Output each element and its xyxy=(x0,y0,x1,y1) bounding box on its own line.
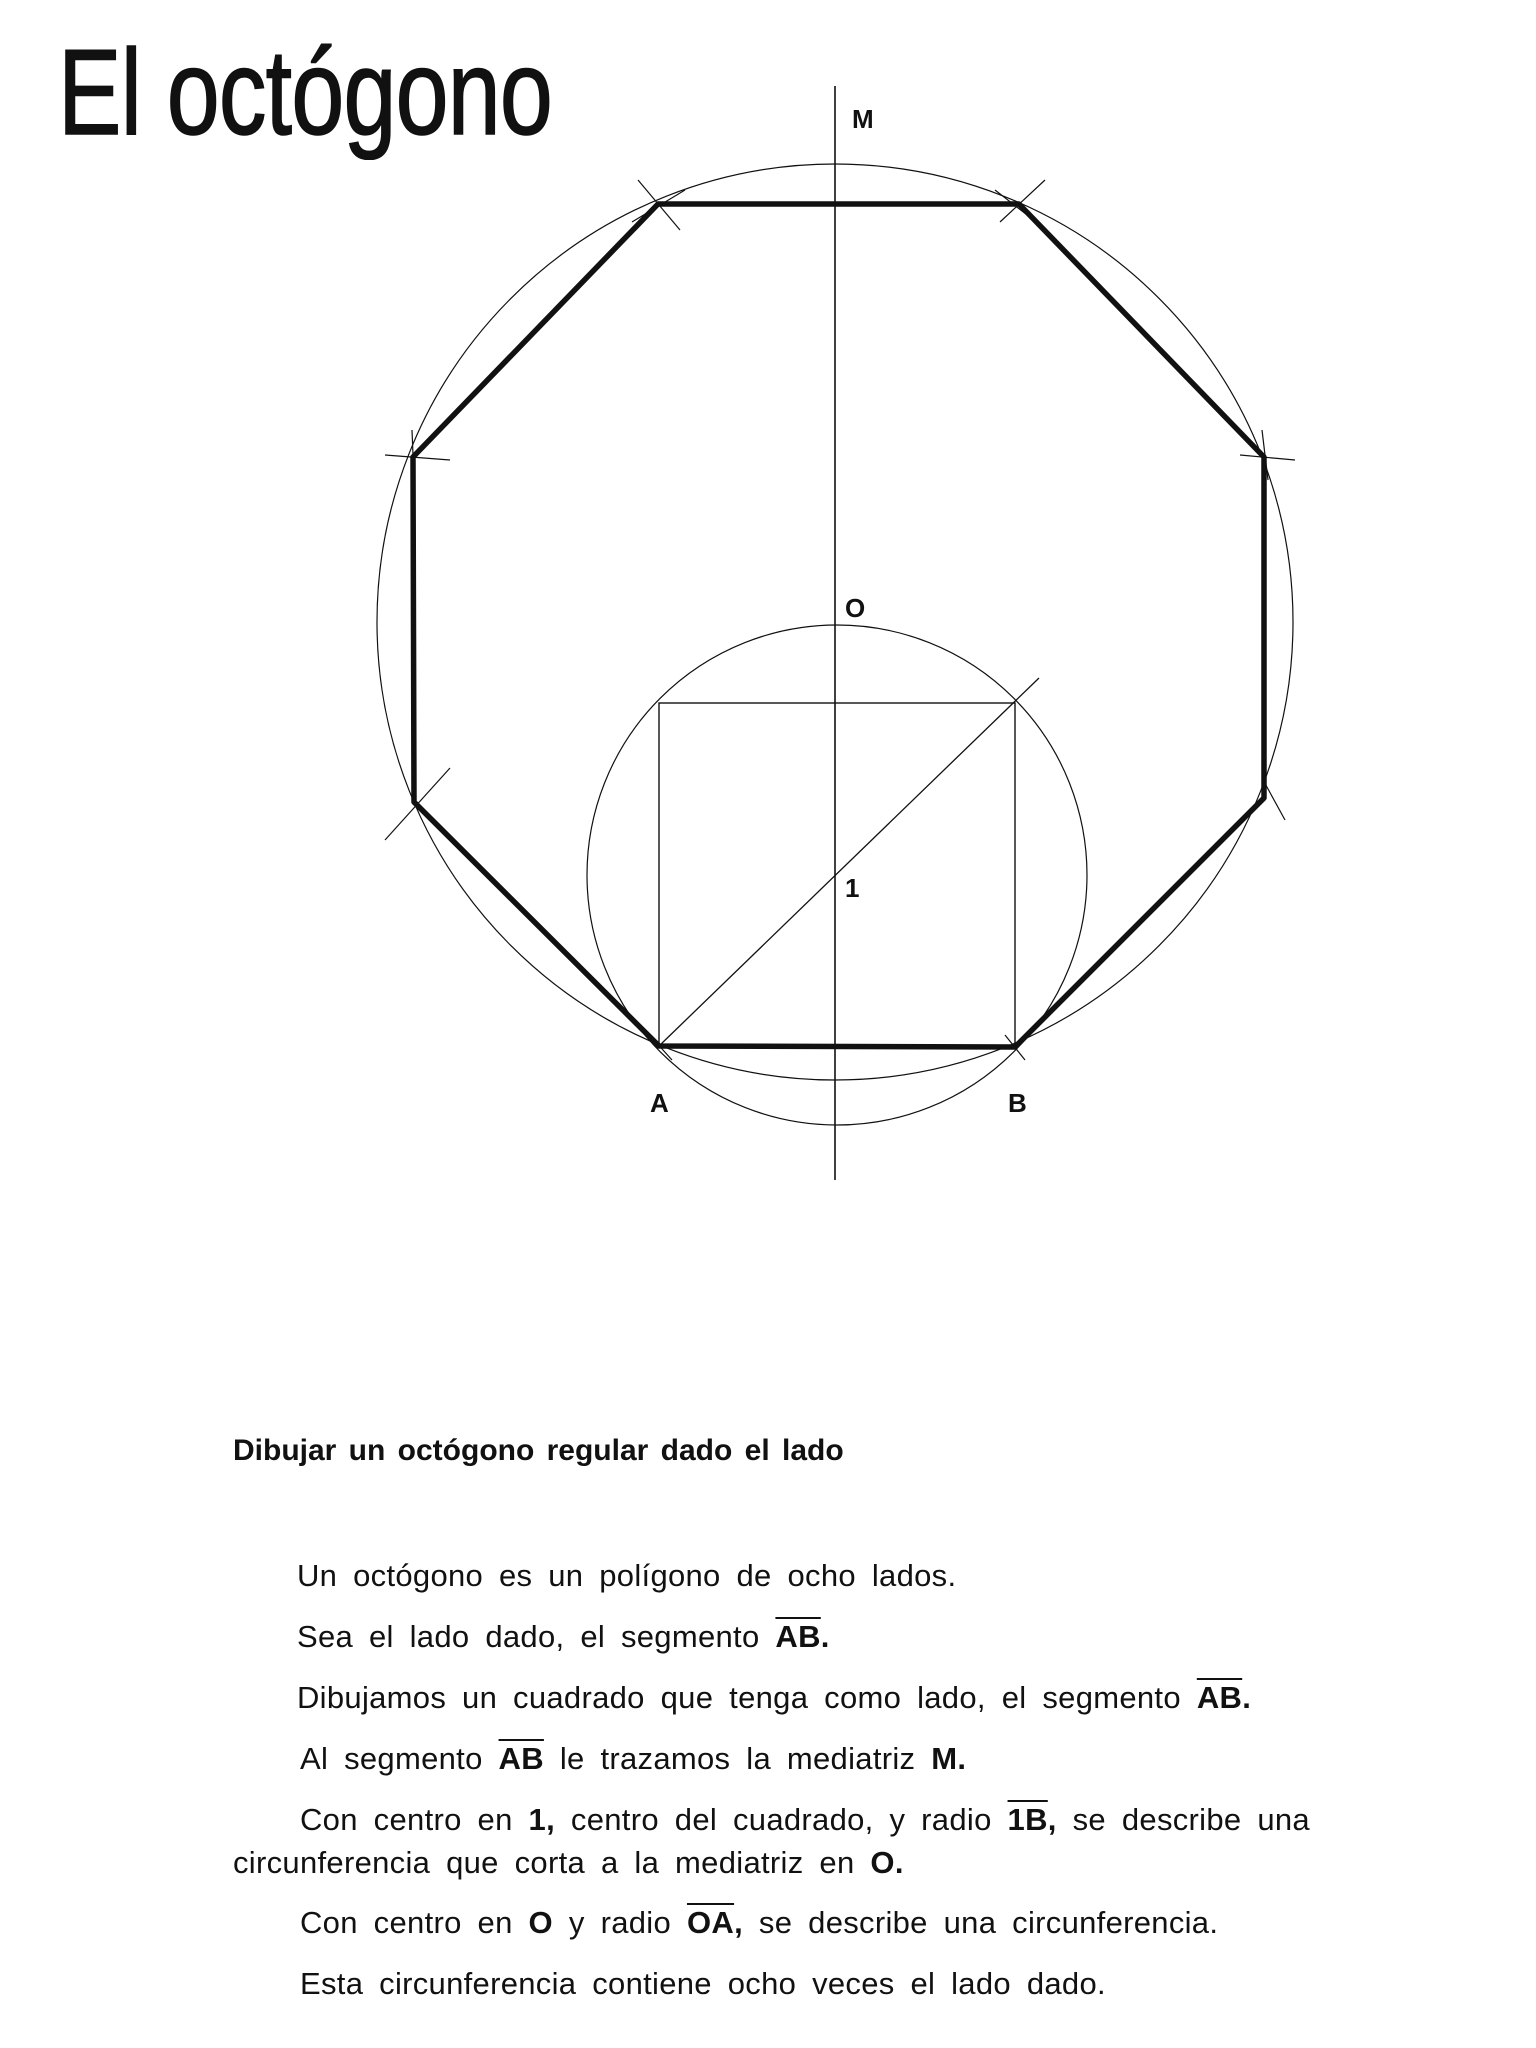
text: Al segmento xyxy=(300,1741,499,1776)
text: y radio xyxy=(552,1905,687,1940)
text: Dibujamos un cuadrado que tenga como lado, el segmento xyxy=(297,1680,1197,1715)
text: se describe una xyxy=(1056,1802,1310,1837)
paragraph-1 xyxy=(297,1558,956,1594)
label-A: A xyxy=(650,1088,669,1118)
label-M: M xyxy=(852,104,874,134)
label-B: B xyxy=(1008,1088,1027,1118)
text: circunferencia que corta a la mediatriz en xyxy=(233,1845,871,1880)
text: , xyxy=(1047,1802,1057,1837)
paragraph-4 xyxy=(300,1741,966,1777)
text: Esta circunferencia contiene ocho veces el lado dado. xyxy=(300,1966,1106,2001)
text: le trazamos la mediatriz xyxy=(543,1741,932,1776)
text: Con centro en xyxy=(300,1802,529,1837)
paragraph-6 xyxy=(300,1905,1218,1941)
text: Sea el lado dado, el segmento xyxy=(297,1619,776,1654)
text: . xyxy=(820,1619,830,1654)
text: se describe una circunferencia. xyxy=(742,1905,1219,1940)
segment-1B: 1B xyxy=(1007,1802,1048,1837)
text: Un octógono es un polígono de ocho lados. xyxy=(297,1558,957,1593)
paragraph-2 xyxy=(297,1619,830,1655)
text: centro del cuadrado, y radio xyxy=(555,1802,1008,1837)
label-O: O xyxy=(845,593,866,623)
paragraph-7 xyxy=(300,1966,1106,2002)
segment-AB: $\overline{AB}$ xyxy=(775,1619,821,1654)
compass-arc-marks xyxy=(385,180,1295,1060)
section-heading: Dibujar un octógono regular dado el lado xyxy=(233,1434,844,1467)
point-O: O. xyxy=(870,1845,904,1880)
text: , xyxy=(734,1905,743,1940)
segment-OA: $\overline{OA}$ xyxy=(686,1905,735,1940)
mediatrix-M: M. xyxy=(931,1741,967,1776)
paragraph-3 xyxy=(297,1680,1251,1716)
text: Con centro en xyxy=(300,1905,529,1940)
label-1: 1 xyxy=(845,873,860,903)
segment-AB: $\overline{AB}$ xyxy=(498,1741,544,1776)
paragraph-5 xyxy=(300,1802,1310,1838)
segment-AB: $\overline{AB}$ xyxy=(1196,1680,1243,1715)
square-circle xyxy=(587,625,1087,1125)
paragraph-5-continued xyxy=(233,1845,904,1881)
point-1: 1, xyxy=(528,1802,556,1837)
square xyxy=(659,703,1015,1047)
page-title: El octógono xyxy=(58,24,553,160)
text: . xyxy=(1242,1680,1252,1715)
point-O: O xyxy=(528,1905,553,1940)
square-diagonal xyxy=(659,678,1039,1046)
